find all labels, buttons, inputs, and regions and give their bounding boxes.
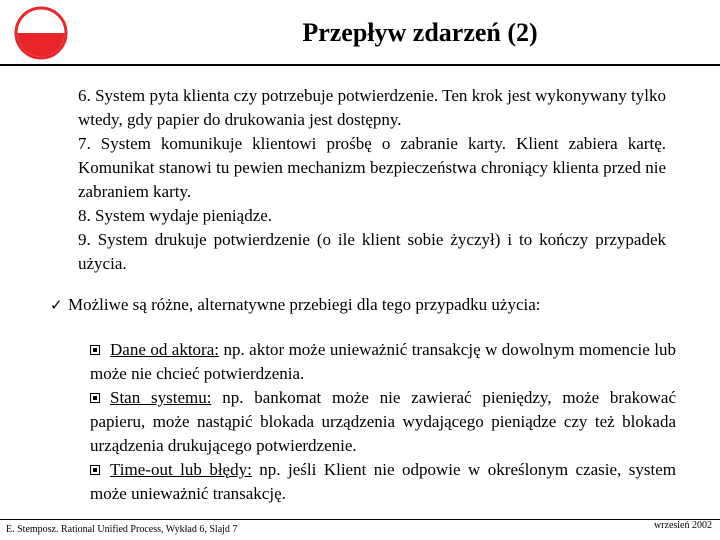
square-bullet-icon <box>90 393 100 403</box>
list-item <box>90 386 676 458</box>
item-text: np. aktor może unieważnić transakcję w dowolnym momencie lub może nie chcieć potwierdzenia. <box>90 340 676 383</box>
alternatives-list <box>90 338 676 506</box>
title-divider <box>0 64 720 66</box>
square-bullet-icon <box>90 345 100 355</box>
alternatives-text: Możliwe są różne, alternatywne przebiegi dla tego przypadku użycia: <box>68 295 541 314</box>
steps-list <box>78 84 666 276</box>
footer-divider <box>0 519 720 520</box>
logo-icon <box>14 6 68 60</box>
item-label: Dane od aktora: <box>110 340 219 359</box>
step-item: 7. System komunikuje klientowi prośbę o zabranie karty. Klient zabiera kartę. Komunikat stanowi tu pewien mechanizm bezpieczeństwa chroniący klienta przed nie zabraniem karty. <box>78 134 666 201</box>
list-item <box>90 338 676 386</box>
checkmark-icon: ✓ <box>50 296 63 314</box>
step-item: 6. System pyta klienta czy potrzebuje potwierdzenie. Ten krok jest wykonywany tylko wtedy, gdy papier do drukowania jest dostępny. <box>78 86 666 129</box>
square-bullet-icon <box>90 465 100 475</box>
item-text: np. jeśli Klient nie odpowie w określonym czasie, system może unieważnić transakcję. <box>90 460 676 503</box>
footer-date: wrzesień 2002 <box>653 520 712 531</box>
item-text: np. bankomat może nie zawierać pieniędzy, może brakować papieru, może nastąpić blokada urządzenia wydającego pieniądze czy też blokada urządzenia drukującego potwierdzenie. <box>90 388 677 455</box>
slide-title: Przepływ zdarzeń (2) <box>302 18 538 47</box>
step-item: 9. System drukuje potwierdzenie (o ile klient sobie życzył) i to kończy przypadek użycia. <box>78 230 666 273</box>
list-item <box>90 458 676 506</box>
item-label: Time-out lub błędy: <box>110 460 252 479</box>
footer-credit: E. Stemposz. Rational Unified Process, Wykład 6, Slajd 7 <box>6 524 238 535</box>
step-item: 8. System wydaje pieniądze. <box>78 206 273 225</box>
item-label: Stan systemu: <box>110 388 212 407</box>
alternatives-bullet <box>50 293 690 317</box>
